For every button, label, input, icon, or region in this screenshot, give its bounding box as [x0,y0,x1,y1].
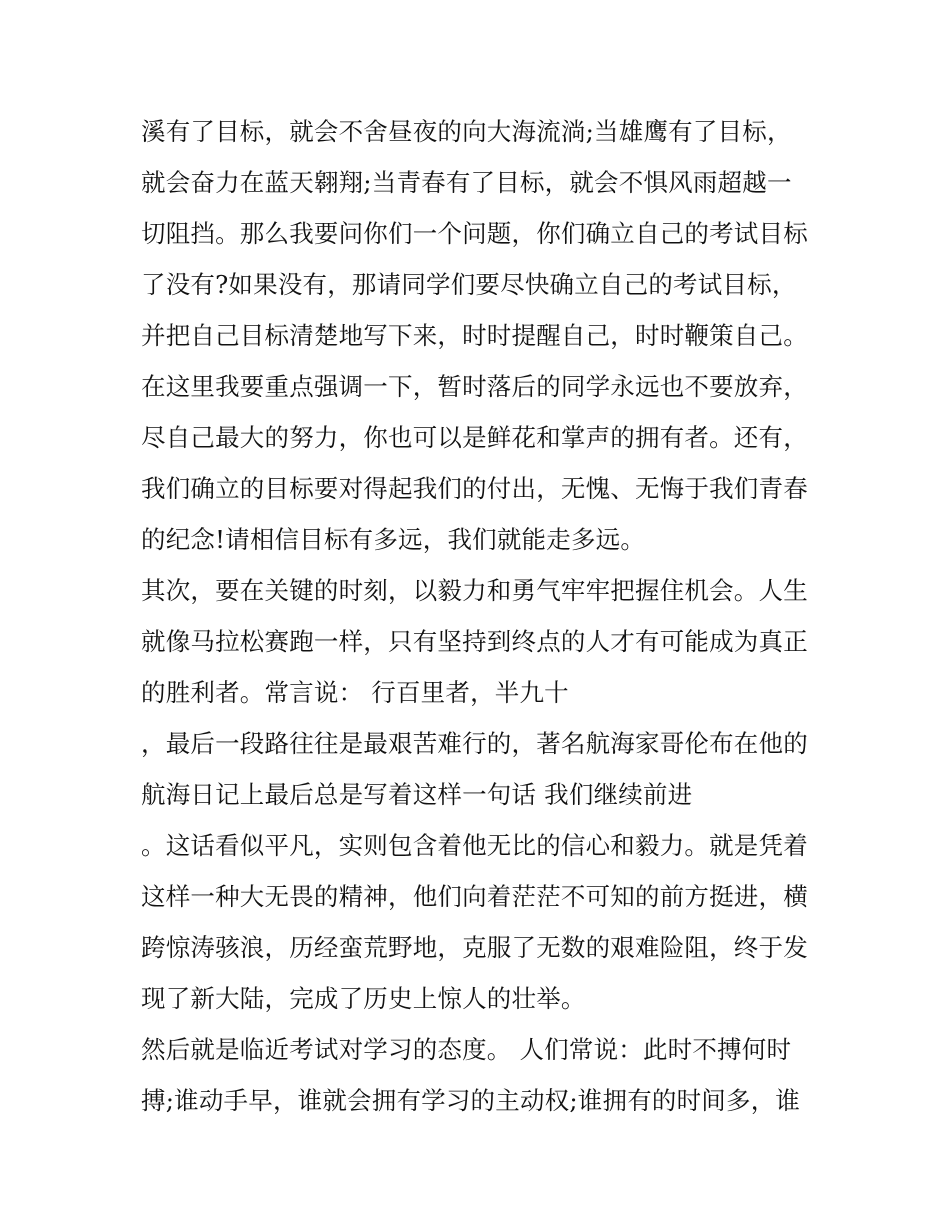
text-line: 。这话看似平凡，实则包含着他无比的信心和毅力。就是凭着 [141,831,808,860]
text-line: 了没有?如果没有，那请同学们要尽快确立自己的考试目标， [141,270,797,299]
text-line: 的胜利者。常言说： 行百里者，半九十 [141,678,569,707]
text-line: 在这里我要重点强调一下，暂时落后的同学永远也不要放弃， [141,372,808,401]
text-line: 搏;谁动手早，谁就会拥有学习的主动权;谁拥有的时间多，谁 [141,1086,801,1115]
text-line: 尽自己最大的努力，你也可以是鲜花和掌声的拥有者。还有， [141,423,808,452]
text-line: 切阻挡。那么我要问你们一个问题，你们确立自己的考试目标 [141,219,808,248]
text-line: 我们确立的目标要对得起我们的付出，无愧、无悔于我们青春 [141,474,808,503]
text-line: 其次，要在关键的时刻，以毅力和勇气牢牢把握住机会。人生 [141,576,808,605]
text-line: ，最后一段路往往是最艰苦难行的，著名航海家哥伦布在他的 [141,729,808,758]
text-line: 并把自己目标清楚地写下来，时时提醒自己，时时鞭策自己。 [141,321,808,350]
text-line: 这样一种大无畏的精神，他们向着茫茫不可知的前方挺进，横 [141,882,808,911]
text-line: 就会奋力在蓝天翱翔;当青春有了目标，就会不惧风雨超越一 [141,168,792,197]
text-line: 航海日记上最后总是写着这样一句话 我们继续前进 [141,780,693,809]
text-line: 现了新大陆，完成了历史上惊人的壮举。 [141,984,586,1013]
text-line: 然后就是临近考试对学习的态度。 人们常说：此时不搏何时 [141,1035,792,1064]
text-line: 溪有了目标，就会不舍昼夜的向大海流淌;当雄鹰有了目标， [141,117,792,146]
body-text [141,106,831,1126]
text-line: 就像马拉松赛跑一样，只有坚持到终点的人才有可能成为真正 [141,627,808,656]
text-line: 的纪念!请相信目标有多远，我们就能走多远。 [141,525,646,554]
text-line: 跨惊涛骇浪，历经蛮荒野地，克服了无数的艰难险阻，终于发 [141,933,808,962]
